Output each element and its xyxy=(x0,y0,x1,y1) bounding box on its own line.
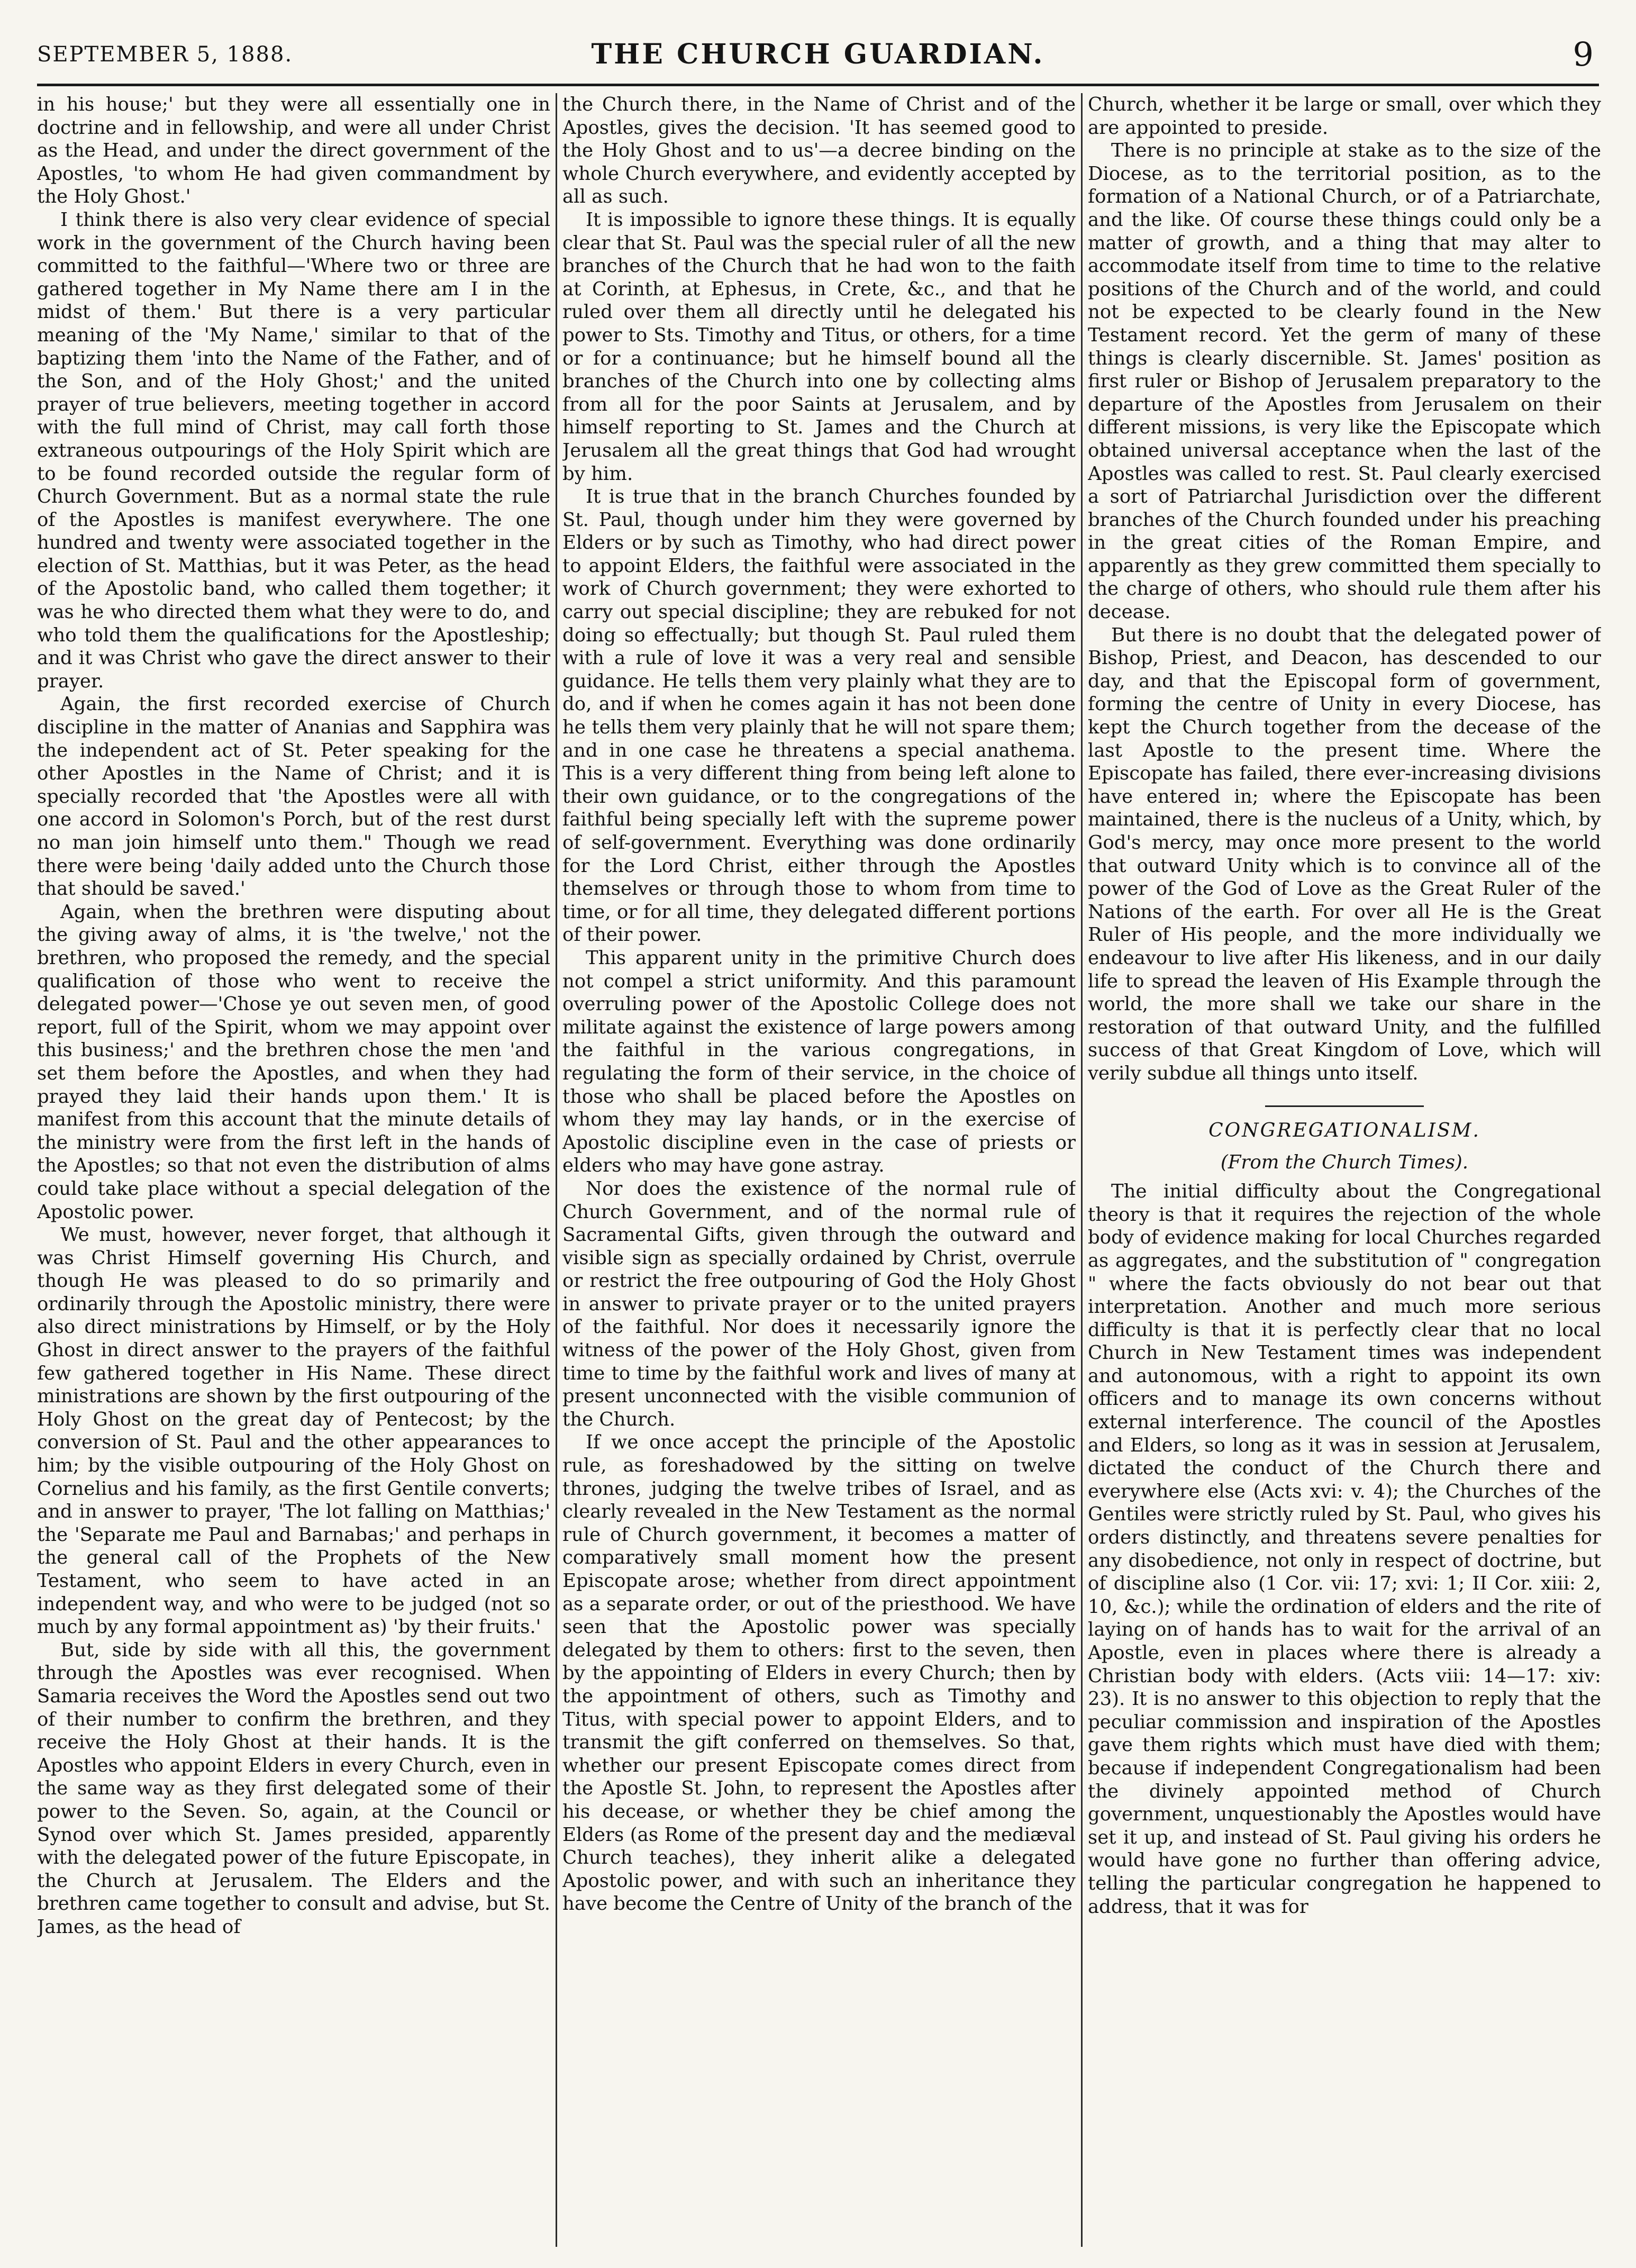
paragraph: I think there is also very clear evidence of special work in the government of the Church having been committed to the faithful—'Where two or three are gathered together in My Name there am I in the midst of them.' But there is a very particular meaning of the 'My Name,' similar to that of the baptizing them 'into the Name of the Father, and of the Son, and of the Holy Ghost;' and the united prayer of true believers, meeting together in accord with the full mind of Christ, may call forth those extraneous outpourings of the Holy Spirit which are to be found recorded outside the regular form of Church Government. But as a normal state the rule of the Apostles is manifest everywhere. The one hundred and twenty were associated together in the election of St. Matthias, but it was Peter, as the head of the Apostolic band, who called them together; it was he who directed them what they were to do, and who told them the qualifications for the Apostleship; and it was Christ who gave the direct answer to their prayer. xyxy=(37,208,550,692)
paragraph: in his house;' but they were all essentially one in doctrine and in fellowship, and were all under Christ as the Head, and under the direct government of the Apostles, 'to whom He had given commandment by the Holy Ghost.' xyxy=(37,94,550,208)
column-rule xyxy=(556,93,557,2247)
issue-date: SEPTEMBER 5, 1888. xyxy=(37,42,293,67)
page-number: 9 xyxy=(1573,35,1594,74)
column-2 xyxy=(562,93,1076,2247)
paragraph: Church, whether it be large or small, over which they are appointed to preside. xyxy=(1088,94,1601,139)
paragraph: It is impossible to ignore these things. It is equally clear that St. Paul was the special ruler of all the new branches of the Church that he had won to the faith at Corinth, at Ephesus, in Crete, &c., and that he ruled over them all directly until he delegated his power to Sts. Timothy and Titus, or others, for a time or for a continuance; but he himself bound all the branches of the Church into one by collecting alms from all for the poor Saints at Jerusalem, and by himself reporting to St. James and the Church at Jerusalem all the great things that God had wrought by him. xyxy=(562,208,1076,485)
paragraph: Nor does the existence of the normal rule of Church Government, and of the normal rule of Sacramental Gifts, given through the outward and visible sign as specially ordained by Christ, overrule or restrict the free outpouring of God the Holy Ghost in answer to private prayer or to the united prayers of the faithful. Nor does it necessarily ignore the witness of the power of the Holy Ghost, given from time to time by the faithful work and lives of many at present unconnected with the visible communion of the Church. xyxy=(562,1177,1076,1430)
paragraph: It is true that in the branch Churches founded by St. Paul, though under him they were governed by Elders or by such as Timothy, who had direct power to appoint Elders, the faithful were associated in the work of Church government; they were exhorted to carry out special discipline; they are rebuked for not doing so effectually; but though St. Paul ruled them with a rule of love it was a very real and sensible guidance. He tells them very plainly what they are to do, and if when he comes again it has not been done he tells them very plainly that he will not spare them; and in one case he threatens a special anathema. This is a very different thing from being left alone to their own guidance, or to the congregations of the faithful being specially left with the supreme power of self-government. Everything was done ordinarily for the Lord Christ, either through the Apostles themselves or through those to whom from time to time, or for all time, they delegated different portions of their power. xyxy=(562,486,1076,946)
article-columns xyxy=(37,93,1601,2247)
page-header xyxy=(37,35,1599,86)
paragraph: If we once accept the principle of the Apostolic rule, as foreshadowed by the sitting on twelve thrones, judging the twelve tribes of Israel, and as clearly revealed in the New Testament as the normal rule of Church government, it becomes a matter of comparatively small moment how the present Episcopate arose; whether from direct appointment as a separate order, or out of the priesthood. We have seen that the Apostolic power was specially delegated by them to others: first to the seven, then by the appointing of Elders in every Church; then by the appointment of others, such as Timothy and Titus, with special power to appoint Elders, and to transmit the gift conferred on themselves. So that, whether our present Episcopate comes direct from the Apostle St. John, to represent the Apostles after his decease, or whether they be chief among the Elders (as Rome of the present day and the mediæval Church teaches), they inherit alike a delegated Apostolic power, and with such an inheritance they have become the Centre of Unity of the branch of the xyxy=(562,1431,1076,1915)
column-1 xyxy=(37,93,550,2247)
paragraph: We must, however, never forget, that although it was Christ Himself governing His Church, and though He was pleased to do so primarily and ordinarily through the Apostolic ministry, there were also direct ministrations by Himself, or by the Holy Ghost in direct answer to the prayers of the faithful few gathered together in His Name. These direct ministrations are shown by the first outpouring of the Holy Ghost on the great day of Pentecost; by the conversion of St. Paul and the other appearances to him; by the visible outpouring of the Holy Ghost on Cornelius and his family, as the first Gentile converts; and in answer to prayer, 'The lot falling on Matthias;' the 'Separate me Paul and Barnabas;' and perhaps in the general call of the Prophets of the New Testament, who seem to have acted in an independent way, and who were to be judged (not so much by any formal appointment as) 'by their fruits.' xyxy=(37,1224,550,1638)
paragraph: Again, the first recorded exercise of Church discipline in the matter of Ananias and Sapphira was the independent act of St. Peter speaking for the other Apostles in the Name of Christ; and it is specially recorded that 'the Apostles were all with one accord in Solomon's Porch, but of the rest durst no man join himself unto them." Though we read there were being 'daily added unto the Church those that should be saved.' xyxy=(37,693,550,900)
paragraph: This apparent unity in the primitive Church does not compel a strict uniformity. And this paramount overruling power of the Apostolic College does not militate against the existence of large powers among the faithful in the various congregations, in regulating the form of their service, in the choice of those who shall be placed before the Apostles on whom they may lay hands, or in the exercise of Apostolic discipline even in the case of priests or elders who may have gone astray. xyxy=(562,947,1076,1177)
column-3 xyxy=(1088,93,1601,2247)
paragraph: the Church there, in the Name of Christ and of the Apostles, gives the decision. 'It has seemed good to the Holy Ghost and to us'—a decree binding on the whole Church everywhere, and evidently accepted by all as such. xyxy=(562,94,1076,208)
masthead-title: THE CHURCH GUARDIAN. xyxy=(591,38,1045,70)
section-source: (From the Church Times). xyxy=(1220,1151,1469,1173)
paragraph: There is no principle at stake as to the size of the Diocese, as to the territorial position, as to the formation of a National Church, or of a Patriarchate, and the like. Of course these things could only be a matter of growth, and a thing that may alter to accommodate itself from time to time to the relative positions of the Church and of the world, and could not be expected to be clearly found in the New Testament record. Yet the germ of many of these things is clearly discernible. St. James' position as first ruler or Bishop of Jerusalem preparatory to the departure of the Apostles from Jerusalem on their different missions, is very like the Episcopate which obtained universal acceptance when the last of the Apostles was called to rest. St. Paul clearly exercised a sort of Patriarchal Jurisdiction over the different branches of the Church founded under his preaching in the great cities of the Roman Empire, and apparently as they grew committed them specially to the charge of others, who should rule them after his decease. xyxy=(1088,140,1601,623)
paragraph: But there is no doubt that the delegated power of Bishop, Priest, and Deacon, has descended to our day, and that the Episcopal form of government, forming the centre of Unity in every Diocese, has kept the Church together from the decease of the last Apostle to the present time. Where the Episcopate has failed, there ever-increasing divisions have entered in; where the Episcopate has been maintained, there is the nucleus of a Unity, which, by God's mercy, may once more present to the world that outward Unity which is to convince all of the power of the God of Love as the Great Ruler of the Nations of the earth. For over all He is the Great Ruler of His people, and the more individually we endeavour to live after His likeness, and in our daily life to spread the leaven of His Example through the world, the more shall we take our share in the restoration of that outward Unity, and the fulfilled success of that Great Kingdom of Love, which will verily subdue all things unto itself. xyxy=(1088,624,1601,1084)
paragraph: But, side by side with all this, the government through the Apostles was ever recognised. When Samaria receives the Word the Apostles send out two of their number to confirm the brethren, and they receive the Holy Ghost at their hands. It is the Apostles who appoint Elders in every Church, even in the same way as they first delegated some of their power to the Seven. So, again, at the Council or Synod over which St. James presided, apparently with the delegated power of the future Episcopate, in the Church at Jerusalem. The Elders and the brethren came together to consult and advise, but St. James, as the head of xyxy=(37,1639,550,1938)
column-rule xyxy=(1081,93,1083,2247)
paragraph: Again, when the brethren were disputing about the giving away of alms, it is 'the twelve,' not the brethren, who proposed the remedy, and the special qualification of those who went to receive the delegated power—'Chose ye out seven men, of good report, full of the Spirit, whom we may appoint over this business;' and the brethren chose the men 'and set them before the Apostles, and when they had prayed they laid their hands upon them.' It is manifest from this account that the minute details of the ministry were from the first left in the hands of the Apostles; so that not even the distribution of alms could take place without a special delegation of the Apostolic power. xyxy=(37,901,550,1223)
section-title: CONGREGATIONALISM. xyxy=(1208,1119,1480,1141)
section-heading xyxy=(1088,1105,1601,1141)
paragraph: The initial difficulty about the Congregational theory is that it requires the rejection of the whole body of evidence making for local Churches regarded as aggregates, and the substitution of " congregation " where the facts obviously do not bear out that interpretation. Another and much more serious difficulty is that it is perfectly clear that no local Church in New Testament times was independent and autonomous, with a right to appoint its own officers and to manage its own concerns without external interference. The council of the Apostles and Elders, so long as it was in session at Jerusalem, dictated the conduct of the Church there and everywhere else (Acts xvi: v. 4); the Churches of the Gentiles were strictly ruled by St. Paul, who gives his orders distinctly, and threatens severe penalties for any disobedience, not only in respect of doctrine, but of discipline also (1 Cor. vii: 17; xvi: 1; II Cor. xiii: 2, 10, &c.); while the ordination of elders and the rite of laying on of hands has to wait for the arrival of an Apostle, even in places where there is already a Christian body with elders. (Acts viii: 14—17: xiv: 23). It is no answer to this objection to reply that the peculiar commission and inspiration of the Apostles gave them rights which must have died with them; because if independent Congregationalism had been the divinely appointed method of Church government, unquestionably the Apostles would have set it up, and instead of St. Paul giving his orders he would have gone no further than offering advice, telling the particular congregation he happened to address, that it was for xyxy=(1088,1181,1601,1918)
heading-rule xyxy=(1265,1105,1424,1107)
